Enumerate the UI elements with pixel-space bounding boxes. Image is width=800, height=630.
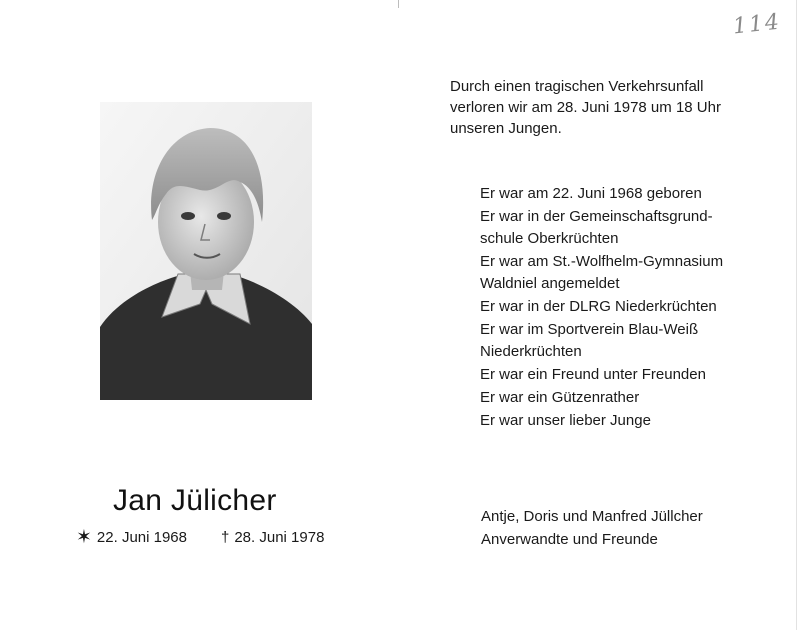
deceased-name: Jan Jülicher [113, 484, 277, 517]
fact-line: Er war in der DLRG Niederkrüchten [480, 298, 717, 315]
fact-line: Er war ein Gützenrather [480, 389, 640, 406]
portrait-photo [100, 102, 312, 400]
fact-item [480, 410, 780, 432]
fact-item [480, 183, 780, 205]
intro-line: verloren wir am 28. Juni 1978 um 18 Uhr [450, 99, 721, 116]
intro-text [450, 76, 770, 139]
fact-line: Er war in der Gemeinschaftsgrund- [480, 208, 713, 225]
fact-line: Er war ein Freund unter Freunden [480, 366, 706, 383]
facts-list [480, 183, 780, 433]
fact-item [480, 206, 780, 250]
fact-item [480, 319, 780, 363]
fact-item [480, 251, 780, 295]
fact-line: Er war am 22. Juni 1968 geboren [480, 185, 702, 202]
death-date: 28. Juni 1978 [234, 529, 325, 546]
signoff [481, 505, 703, 551]
intro-line: Durch einen tragischen Verkehrsunfall [450, 78, 704, 95]
fact-line: Er war im Sportverein Blau-Weiß [480, 321, 699, 338]
signoff-family: Antje, Doris und Manfred Jüllcher [481, 508, 703, 525]
fact-line: Er war am St.-Wolfhelm-Gymnasium [480, 253, 724, 270]
life-dates [76, 529, 324, 546]
fact-line: Er war unser lieber Junge [480, 412, 651, 429]
card-edge [796, 0, 797, 630]
fact-line: Waldniel angemeldet [480, 275, 620, 292]
fact-item [480, 296, 780, 318]
archive-number: 114 [731, 9, 783, 40]
fact-item [480, 387, 780, 409]
signoff-relatives: Anverwandte und Freunde [481, 531, 658, 548]
intro-line: unseren Jungen. [450, 120, 562, 137]
death-cross-icon: † [221, 529, 230, 546]
birth-star-icon: ✶ [76, 527, 92, 548]
fold-mark [398, 0, 399, 8]
fact-item [480, 364, 780, 386]
birth-date: 22. Juni 1968 [96, 529, 187, 546]
fact-line: Niederkrüchten [480, 343, 582, 360]
fact-line: schule Oberkrüchten [480, 230, 619, 247]
